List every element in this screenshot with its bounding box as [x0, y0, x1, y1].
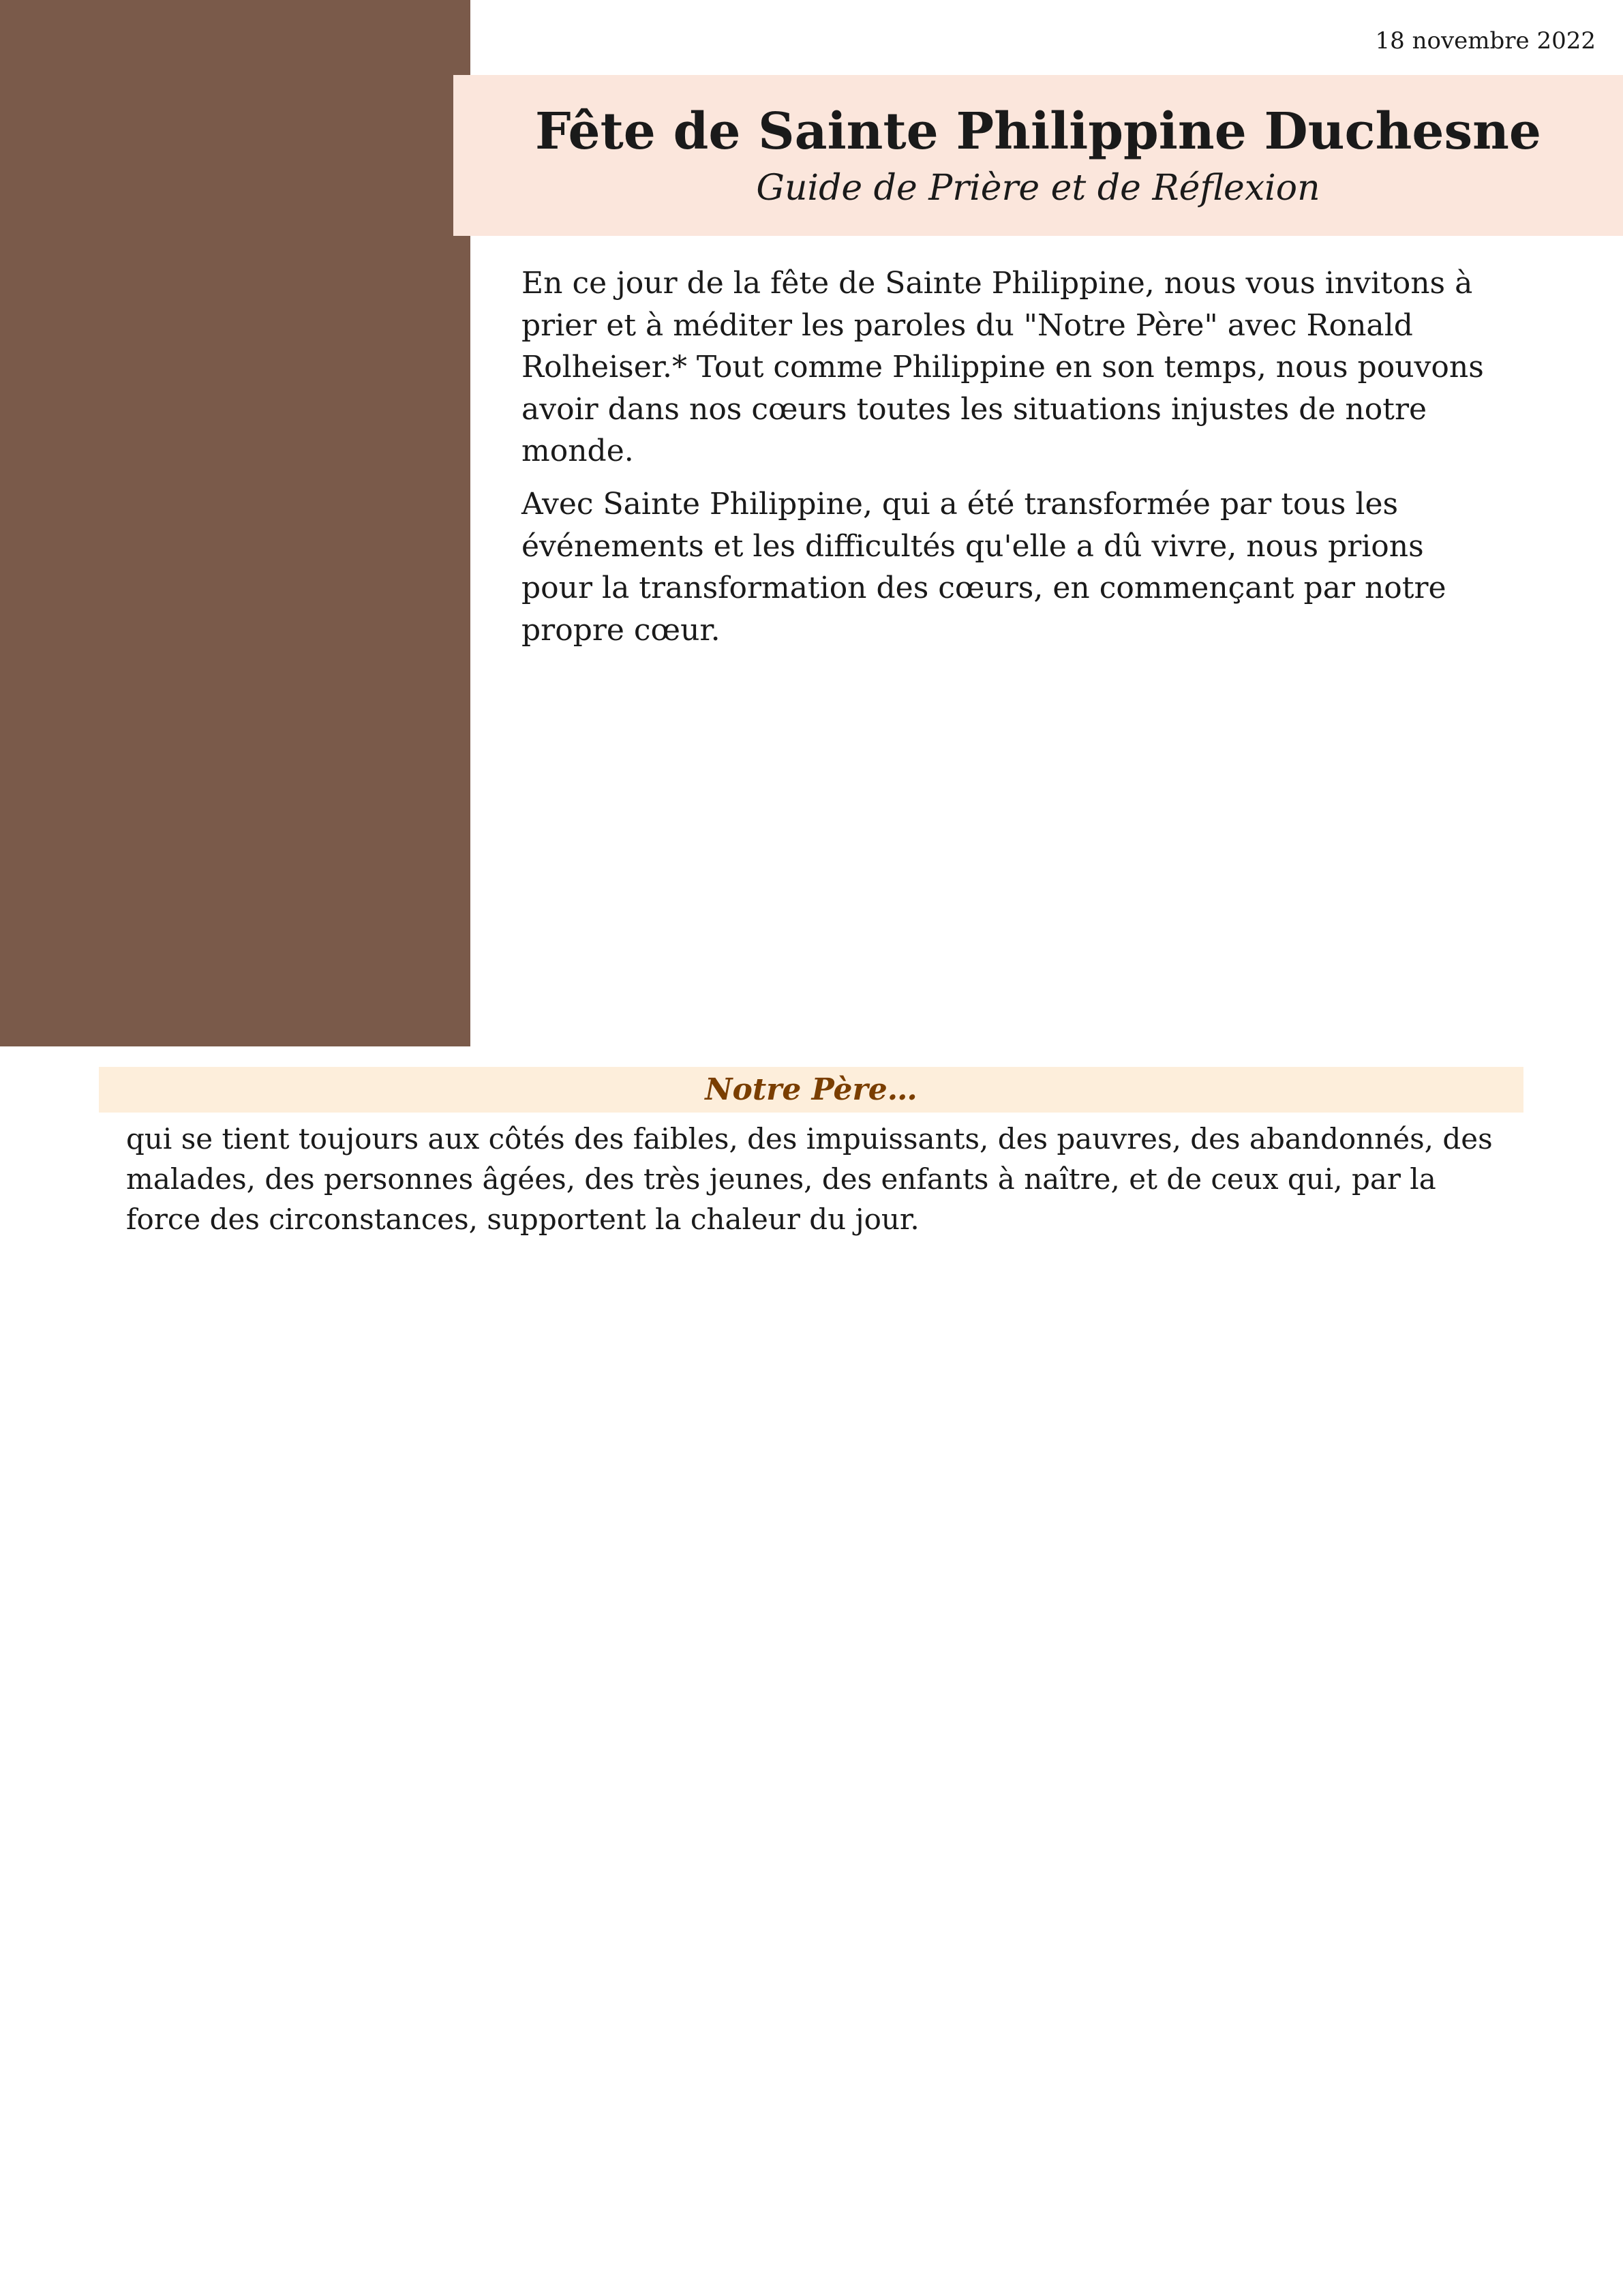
- intro: [521, 262, 1503, 662]
- page-subtitle: Guide de Prière et de Réflexion: [756, 168, 1320, 209]
- date: 18 novembre 2022: [1375, 27, 1596, 55]
- section-notre-pere: [99, 1067, 1523, 1239]
- artwork-image: [0, 0, 470, 1046]
- page-title: Fête de Sainte Philippine Duchesne: [535, 102, 1541, 161]
- intro-paragraph: En ce jour de la fête de Sainte Philippine, nous vous invitons à prier et à méditer les paroles du "Notre Père" avec Ronald Rolheiser.* Tout comme Philippine en son temps, nous pouvons avoir dans nos cœurs toutes les situations injustes de notre monde.: [521, 266, 1484, 469]
- section-text: qui se tient toujours aux côtés des faibles, des impuissants, des pauvres, des abandonnés, des malades, des personnes âgées, des très jeunes, des enfants à naître, et de ceux qui, par la force des circonstances, supportent la chaleur du jour.: [126, 1122, 1493, 1236]
- intro-paragraph: Avec Sainte Philippine, qui a été transformée par tous les événements et les difficultés qu'elle a dû vivre, nous prions pour la transformation des cœurs, en commençant par notre propre cœur.: [521, 486, 1446, 648]
- section-heading: Notre Père…: [99, 1067, 1523, 1113]
- header-box: [453, 75, 1623, 236]
